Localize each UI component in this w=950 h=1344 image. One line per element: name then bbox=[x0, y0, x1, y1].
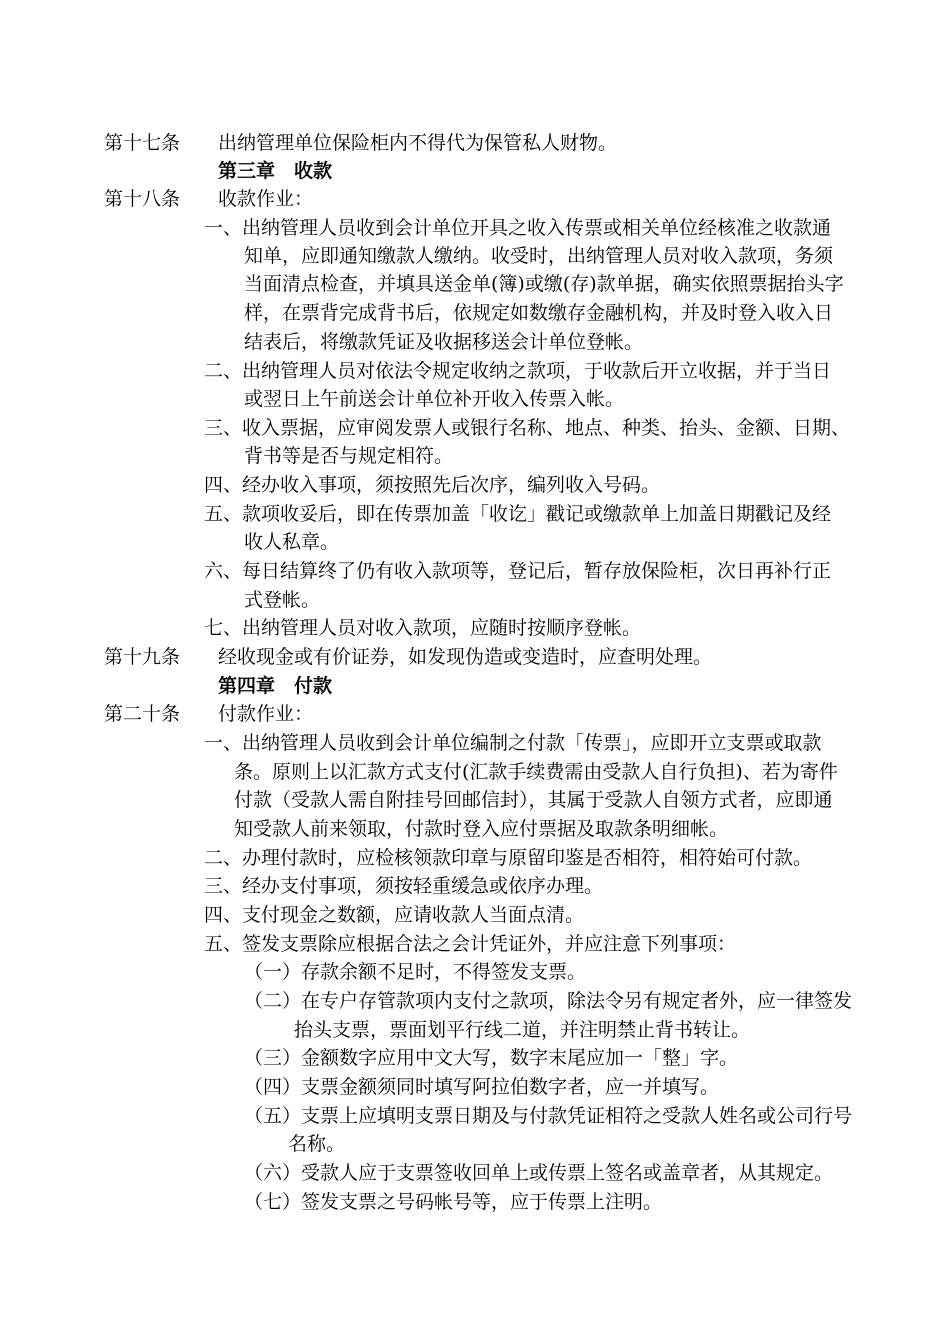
article-17-label: 第十七条 bbox=[104, 132, 181, 154]
article-20-intro: 付款作业： bbox=[218, 703, 314, 725]
article-20-item-5-line-1: 五、签发支票除应根据合法之会计凭证外，并应注意下列事项： bbox=[204, 933, 737, 955]
article-20-subitem-2-line-2: 抬头支票，票面划平行线二道，并注明禁止背书转让。 bbox=[294, 1019, 751, 1041]
article-20-label: 第二十条 bbox=[104, 703, 181, 725]
article-18-item-2-line-1: 二、出纳管理人员对依法令规定收纳之款项，于收款后开立收据，并于当日 bbox=[204, 360, 832, 382]
article-20-subitem-1-line-1: （一）存款余额不足时，不得签发支票。 bbox=[244, 961, 587, 983]
article-18-item-1-line-2: 知单，应即通知缴款人缴纳。收受时，出纳管理人员对收入款项，务须 bbox=[244, 245, 834, 267]
article-20-subitem-2-line-1: （二）在专户存管款项内支付之款项，除法令另有规定者外，应一律签发 bbox=[244, 990, 853, 1012]
article-18-item-3-line-2: 背书等是否与规定相符。 bbox=[244, 445, 454, 467]
article-18-item-2-line-2: 或翌日上午前送会计单位补开收入传票入帐。 bbox=[244, 388, 625, 410]
article-18-item-1-line-4: 样，在票背完成背书后，依规定如数缴存金融机构，并及时登入收入日 bbox=[244, 302, 834, 324]
article-18-item-5-line-1: 五、款项收妥后，即在传票加盖「收讫」戳记或缴款单上加盖日期戳记及经 bbox=[204, 503, 832, 525]
article-18-item-6-line-1: 六、每日结算终了仍有收入款项等，登记后，暂存放保险柜，次日再补行正 bbox=[204, 560, 832, 582]
chapter-3-title: 第三章 收款 bbox=[218, 160, 333, 182]
article-20-item-2-line-1: 二、办理付款时，应检核领款印章与原留印鉴是否相符，相符始可付款。 bbox=[204, 847, 813, 869]
article-18-item-1-line-5: 结表后，将缴款凭证及收据移送会计单位登帐。 bbox=[244, 331, 644, 353]
article-18-item-5-line-2: 收人私章。 bbox=[244, 531, 340, 553]
chapter-4-title: 第四章 付款 bbox=[218, 675, 333, 697]
article-18-item-3-line-1: 三、收入票据，应审阅发票人或银行名称、地点、种类、抬头、金额、日期、 bbox=[204, 417, 851, 439]
article-20-item-1-line-1: 一、出纳管理人员收到会计单位编制之付款「传票」，应即开立支票或取款 bbox=[204, 732, 822, 754]
article-20-subitem-5-line-1: （五）支票上应填明支票日期及与付款凭证相符之受款人姓名或公司行号 bbox=[244, 1105, 853, 1127]
article-18-label: 第十八条 bbox=[104, 188, 181, 210]
article-20-item-1-line-3: 付款（受款人需自附挂号回邮信封），其属于受款人自领方式者，应即通 bbox=[234, 789, 833, 811]
article-18-item-7-line-1: 七、出纳管理人员对收入款项，应随时按顺序登帐。 bbox=[204, 617, 642, 639]
article-20-item-1-line-4: 知受款人前来领取，付款时登入应付票据及取款条明细帐。 bbox=[234, 818, 729, 840]
article-18-intro: 收款作业： bbox=[218, 188, 314, 210]
article-19-text: 经收现金或有价证券，如发现伪造或变造时，应查明处理。 bbox=[218, 646, 713, 668]
article-20-subitem-4-line-1: （四）支票金额须同时填写阿拉伯数字者，应一并填写。 bbox=[244, 1076, 720, 1098]
article-18-item-1-line-3: 当面清点检查，并填具送金单(簿)或缴(存)款单据，确实依照票据抬头字 bbox=[244, 273, 844, 295]
article-18-item-4-line-1: 四、经办收入事项，须按照先后次序，编列收入号码。 bbox=[204, 474, 661, 496]
article-17-text: 出纳管理单位保险柜内不得代为保管私人财物。 bbox=[218, 132, 618, 154]
article-18-item-6-line-2: 式登帐。 bbox=[244, 589, 321, 611]
article-20-item-3-line-1: 三、经办支付事项，须按轻重缓急或依序办理。 bbox=[204, 875, 604, 897]
article-20-subitem-7-line-1: （七）签发支票之号码帐号等，应于传票上注明。 bbox=[244, 1191, 663, 1213]
article-20-item-4-line-1: 四、支付现金之数额，应请收款人当面点清。 bbox=[204, 904, 585, 926]
article-20-item-1-line-2: 条。原则上以汇款方式支付(汇款手续费需由受款人自行负担)、若为寄件 bbox=[234, 761, 838, 783]
article-20-subitem-3-line-1: （三）金额数字应用中文大写，数字末尾应加一「整」字。 bbox=[244, 1047, 739, 1069]
article-18-item-1-line-1: 一、出纳管理人员收到会计单位开具之收入传票或相关单位经核准之收款通 bbox=[204, 217, 832, 239]
article-19-label: 第十九条 bbox=[104, 646, 181, 668]
article-20-subitem-5-line-2: 名称。 bbox=[288, 1133, 346, 1155]
article-20-subitem-6-line-1: （六）受款人应于支票签收回单上或传票上签名或盖章者，从其规定。 bbox=[244, 1162, 834, 1184]
